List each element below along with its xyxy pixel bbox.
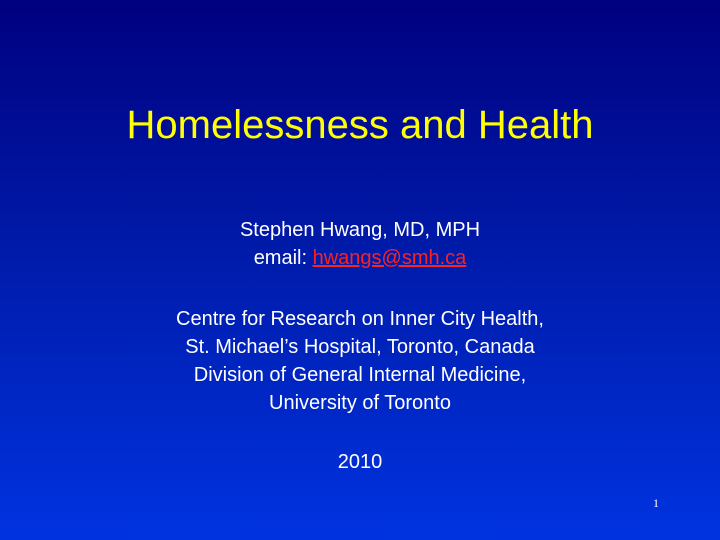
affiliation-line-3: Division of General Internal Medicine, bbox=[193, 364, 527, 386]
affiliation-line-4: University of Toronto bbox=[269, 392, 451, 414]
affiliation-block bbox=[0, 305, 720, 417]
year-block bbox=[0, 448, 720, 476]
year-text: 2010 bbox=[337, 451, 383, 473]
email-label: email: bbox=[253, 247, 313, 269]
email-line bbox=[0, 244, 720, 272]
affiliation-line-2: St. Michael’s Hospital, Toronto, Canada bbox=[185, 336, 535, 358]
author-block bbox=[0, 216, 720, 272]
slide-title: Homelessness and Health bbox=[126, 103, 594, 147]
slide-number: 1 bbox=[653, 496, 659, 510]
email-link[interactable]: hwangs@smh.ca bbox=[312, 247, 467, 269]
affiliation-line-1: Centre for Research on Inner City Health, bbox=[176, 308, 544, 330]
author-name: Stephen Hwang, MD, MPH bbox=[239, 219, 481, 241]
